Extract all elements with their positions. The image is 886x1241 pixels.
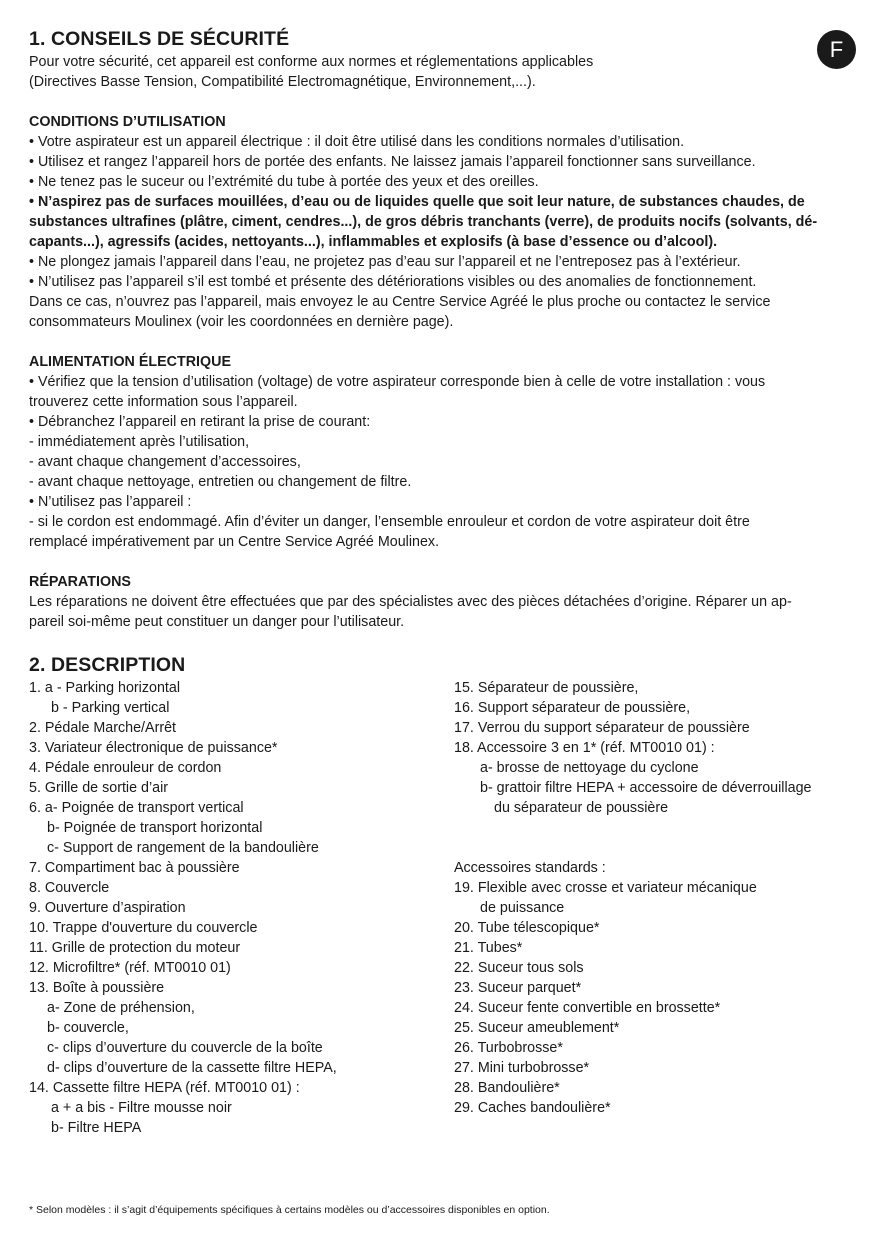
list-item: 12. Microfiltre* (réf. MT0010 01) <box>29 960 231 976</box>
reparations-line: pareil soi-même peut constituer un danger pour l’utilisateur. <box>29 614 405 630</box>
footnote: * Selon modèles : il s’agit d’équipements spécifiques à certains modèles ou d’accessoires disponibles en option. <box>29 1204 550 1216</box>
list-item: 14. Cassette filtre HEPA (réf. MT0010 01) : <box>29 1080 300 1096</box>
list-item: b- Filtre HEPA <box>51 1120 142 1136</box>
list-item: a- brosse de nettoyage du cyclone <box>480 760 699 776</box>
list-item: 23. Suceur parquet* <box>454 980 582 996</box>
list-item: 22. Suceur tous sols <box>454 960 584 976</box>
intro-line: Pour votre sécurité, cet appareil est conforme aux normes et réglementations applicables <box>29 54 594 70</box>
conditions-line: • Utilisez et rangez l’appareil hors de portée des enfants. Ne laissez jamais l’appareil fonctionner sans surveillance. <box>29 154 756 170</box>
conditions-warning-line: substances ultrafines (plâtre, ciment, cendres...), de gros débris tranchants (verre), de produits nocifs (solvants, dé- <box>29 214 818 230</box>
list-item: de puissance <box>480 900 565 916</box>
alimentation-line: - avant chaque changement d’accessoires, <box>29 454 301 470</box>
conditions-line: • N’utilisez pas l’appareil s’il est tombé et présente des détériorations visibles ou des anomalies de fonctionnement. <box>29 274 757 290</box>
list-item: c- clips d’ouverture du couvercle de la boîte <box>47 1040 323 1056</box>
list-item: 13. Boîte à poussière <box>29 980 165 996</box>
alimentation-line: - si le cordon est endommagé. Afin d’éviter un danger, l’ensemble enrouleur et cordon de votre aspirateur doit être <box>29 514 750 530</box>
list-item: 5. Grille de sortie d’air <box>29 780 169 796</box>
alimentation-line: • Vérifiez que la tension d’utilisation (voltage) de votre aspirateur corresponde bien à celle de votre installation : vous <box>29 374 766 390</box>
list-item: 4. Pédale enrouleur de cordon <box>29 760 222 776</box>
list-item: b- Poignée de transport horizontal <box>47 820 263 836</box>
conditions-line: • Votre aspirateur est un appareil électrique : il doit être utilisé dans les conditions normales d’utilisation. <box>29 134 685 150</box>
description-list-right <box>454 678 854 1118</box>
list-item: 28. Bandoulière* <box>454 1080 560 1096</box>
list-item: 1. a - Parking horizontal <box>29 680 180 696</box>
list-item: 11. Grille de protection du moteur <box>29 940 241 956</box>
intro-line: (Directives Basse Tension, Compatibilité Electromagnétique, Environnement,...). <box>29 74 536 90</box>
list-item: 29. Caches bandoulière* <box>454 1100 611 1116</box>
conditions-line: • Ne plongez jamais l’appareil dans l’eau, ne projetez pas d’eau sur l’appareil et ne l’entreposez pas à l’extérieur. <box>29 254 741 270</box>
list-item: 19. Flexible avec crosse et variateur mécanique <box>454 880 757 896</box>
list-item: b - Parking vertical <box>51 700 170 716</box>
conditions-warning-line: capants...), agressifs (acides, nettoyants...), inflammables et explosifs (à base d’essence ou d’alcool). <box>29 234 718 250</box>
list-item: b- grattoir filtre HEPA + accessoire de déverrouillage <box>480 780 812 796</box>
list-item: 7. Compartiment bac à poussière <box>29 860 240 876</box>
alimentation-line: • N’utilisez pas l’appareil : <box>29 494 192 510</box>
list-item: 20. Tube télescopique* <box>454 920 600 936</box>
alimentation-line: trouverez cette information sous l’appareil. <box>29 394 298 410</box>
list-item: 2. Pédale Marche/Arrêt <box>29 720 177 736</box>
alimentation-line: - immédiatement après l’utilisation, <box>29 434 250 450</box>
heading-reparations: RÉPARATIONS <box>29 574 131 590</box>
list-item: c- Support de rangement de la bandoulière <box>47 840 319 856</box>
list-item: 6. a- Poignée de transport vertical <box>29 800 244 816</box>
description-list-left <box>29 678 439 1138</box>
list-item: 15. Séparateur de poussière, <box>454 680 639 696</box>
list-item: 8. Couvercle <box>29 880 110 896</box>
list-item: 3. Variateur électronique de puissance* <box>29 740 278 756</box>
list-item: 17. Verrou du support séparateur de poussière <box>454 720 750 736</box>
list-item: a + a bis - Filtre mousse noir <box>51 1100 232 1116</box>
list-item: du séparateur de poussière <box>494 800 669 816</box>
heading-alimentation: ALIMENTATION ÉLECTRIQUE <box>29 354 231 370</box>
heading-conditions: CONDITIONS D’UTILISATION <box>29 114 226 130</box>
list-item: 24. Suceur fente convertible en brossette* <box>454 1000 721 1016</box>
conditions-warning-line: • N’aspirez pas de surfaces mouillées, d’eau ou de liquides quelle que soit leur nature, de substances chaudes, de <box>29 194 805 210</box>
section-title-safety: 1. CONSEILS DE SÉCURITÉ <box>29 28 290 50</box>
list-item: 18. Accessoire 3 en 1* (réf. MT0010 01) : <box>454 740 715 756</box>
conditions-line: • Ne tenez pas le suceur ou l’extrémité du tube à portée des yeux et des oreilles. <box>29 174 539 190</box>
list-item: 27. Mini turbobrosse* <box>454 1060 590 1076</box>
list-item: 9. Ouverture d’aspiration <box>29 900 186 916</box>
conditions-line: consommateurs Moulinex (voir les coordonnées en dernière page). <box>29 314 454 330</box>
description-columns <box>29 678 855 1138</box>
accessories-heading: Accessoires standards : <box>454 860 606 876</box>
list-item: a- Zone de préhension, <box>47 1000 195 1016</box>
list-item: 16. Support séparateur de poussière, <box>454 700 691 716</box>
list-item: 10. Trappe d'ouverture du couvercle <box>29 920 258 936</box>
section-title-description: 2. DESCRIPTION <box>29 654 186 676</box>
document-page <box>29 26 855 1138</box>
list-item: 25. Suceur ameublement* <box>454 1020 620 1036</box>
list-item: b- couvercle, <box>47 1020 129 1036</box>
reparations-line: Les réparations ne doivent être effectuées que par des spécialistes avec des pièces détachées d’origine. Réparer un ap- <box>29 594 792 610</box>
conditions-line: Dans ce cas, n’ouvrez pas l’appareil, mais envoyez le au Centre Service Agréé le plus proche ou contactez le service <box>29 294 771 310</box>
alimentation-line: - avant chaque nettoyage, entretien ou changement de filtre. <box>29 474 412 490</box>
list-item: 26. Turbobrosse* <box>454 1040 563 1056</box>
language-badge: F <box>817 30 856 69</box>
list-item: d- clips d’ouverture de la cassette filtre HEPA, <box>47 1060 337 1076</box>
alimentation-line: • Débranchez l’appareil en retirant la prise de courant: <box>29 414 371 430</box>
alimentation-line: remplacé impérativement par un Centre Service Agréé Moulinex. <box>29 534 440 550</box>
list-item: 21. Tubes* <box>454 940 523 956</box>
